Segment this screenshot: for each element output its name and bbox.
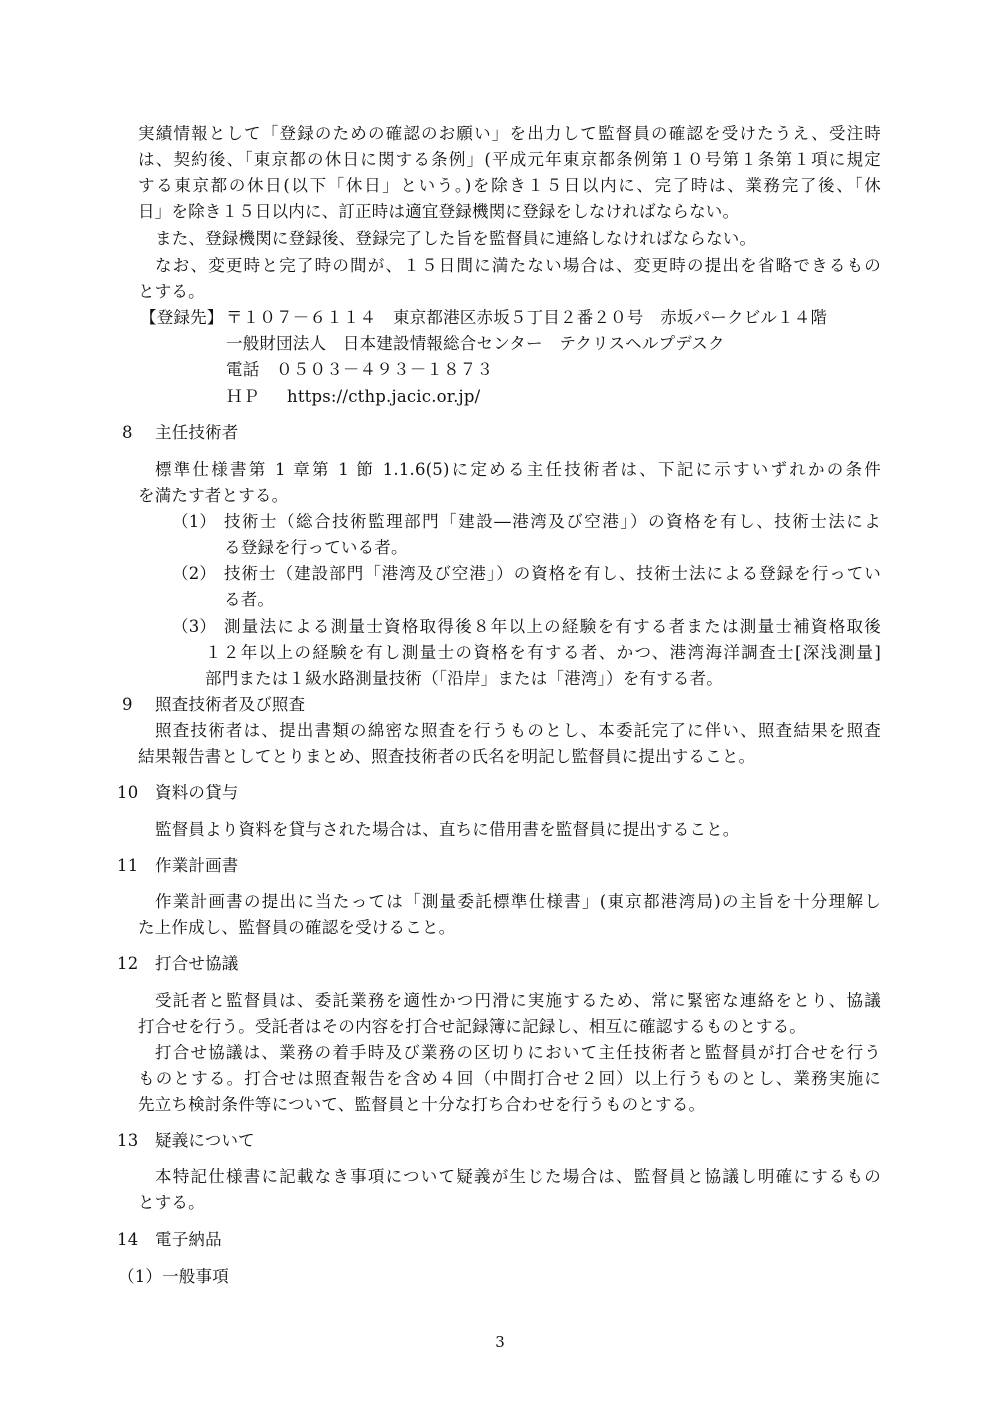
- section-heading: 主任技術者: [155, 423, 239, 442]
- list-marker: （3）: [172, 617, 217, 636]
- list-marker: （2）: [172, 564, 217, 583]
- text-line: 実績情報として「登録のための確認のお願い」を出力して監督員の確認を受けたうえ、受注時: [138, 124, 881, 143]
- section-heading: 疑義について: [155, 1131, 255, 1150]
- text-line: する東京都の休日(以下「休日」という。)を除き１５日以内に、完了時は、業務完了後、「休: [138, 176, 881, 195]
- section-heading: 照査技術者及び照査: [155, 695, 306, 714]
- text-line: は、契約後、「東京都の休日に関する条例」(平成元年東京都条例第１０号第１条第１項に規定: [138, 150, 881, 169]
- page-number: 3: [495, 1333, 505, 1351]
- text-line: を満たす者とする。: [138, 486, 289, 505]
- text-line: 監督員より資料を貸与された場合は、直ちに借用書を監督員に提出すること。: [155, 820, 740, 839]
- section-number: 13: [117, 1131, 139, 1150]
- registration-hp-label: ＨＰ: [226, 387, 260, 406]
- registration-address: 〒１０７－６１１４ 東京都港区赤坂５丁目２番２０号 赤坂パークビル１４階: [226, 308, 828, 327]
- section-number: 8: [122, 423, 133, 442]
- registration-url-link[interactable]: https://cthp.jacic.or.jp/: [287, 387, 481, 406]
- text-line: 打合せを行う。受託者はその内容を打合せ記録簿に記録し、相互に確認するものとする。: [138, 1017, 806, 1036]
- text-line: とする。: [138, 1193, 205, 1212]
- section-heading: 資料の貸与: [155, 783, 239, 802]
- section-number: 11: [117, 856, 139, 875]
- text-line: 受託者と監督員は、委託業務を適性かつ円滑に実施するため、常に緊密な連絡をとり、協議: [155, 991, 881, 1010]
- text-line: 標準仕様書第 1 章第 1 節 1.1.6(5)に定める主任技術者は、下記に示すいずれかの条件: [155, 460, 881, 479]
- subsection-heading: （1）一般事項: [118, 1267, 229, 1286]
- text-line: 日」を除き１５日以内に、訂正時は適宜登録機関に登録をしなければならない。: [138, 202, 740, 221]
- text-line: ものとする。打合せは照査報告を含め４回（中間打合せ２回）以上行うものとし、業務実施に: [138, 1069, 881, 1088]
- section-number: 9: [122, 695, 133, 714]
- section-heading: 作業計画書: [155, 856, 239, 875]
- list-item-text: 技術士（総合技術監理部門「建設―港湾及び空港」）の資格を有し、技術士法によ: [224, 512, 881, 531]
- text-line: また、登録機関に登録後、登録完了した旨を監督員に連絡しなければならない。: [155, 229, 757, 248]
- text-line: 先立ち検討条件等について、監督員と十分な打ち合わせを行うものとする。: [138, 1095, 706, 1114]
- section-number: 10: [117, 783, 139, 802]
- text-line: なお、変更時と完了時の間が、１５日間に満たない場合は、変更時の提出を省略できるもの: [155, 256, 881, 275]
- section-number: 14: [117, 1230, 139, 1249]
- text-line: 作業計画書の提出に当たっては「測量委託標準仕様書」(東京都港湾局)の主旨を十分理解し: [155, 892, 881, 911]
- section-heading: 打合せ協議: [155, 954, 239, 973]
- list-item-text: る者。: [224, 590, 275, 609]
- list-item-text: る登録を行っている者。: [224, 538, 408, 557]
- section-number: 12: [117, 954, 139, 973]
- registration-label: 【登録先】: [140, 308, 224, 327]
- text-line: 結果報告書としてとりまとめ、照査技術者の氏名を明記し監督員に提出すること。: [138, 747, 756, 766]
- list-item-text: 部門または１級水路測量技術（「沿岸」または「港湾」）を有する者。: [205, 669, 723, 688]
- text-line: 本特記仕様書に記載なき事項について疑義が生じた場合は、監督員と協議し明確にするもの: [155, 1167, 881, 1186]
- text-line: 打合せ協議は、業務の着手時及び業務の区切りにおいて主任技術者と監督員が打合せを行う: [155, 1043, 881, 1062]
- list-marker: （1）: [172, 512, 217, 531]
- list-item-text: 技術士（建設部門「港湾及び空港」）の資格を有し、技術士法による登録を行ってい: [224, 564, 881, 583]
- list-item-text: １２年以上の経験を有し測量士の資格を有する者、かつ、港湾海洋調査士[深浅測量]: [205, 643, 881, 662]
- registration-organization: 一般財団法人 日本建設情報総合センター テクリスヘルプデスク: [226, 334, 725, 353]
- text-line: 照査技術者は、提出書類の綿密な照査を行うものとし、本委託完了に伴い、照査結果を照査: [155, 721, 881, 740]
- section-heading: 電子納品: [155, 1230, 222, 1249]
- text-line: とする。: [138, 282, 205, 301]
- registration-phone: 電話 ０５０３－４９３－１８７３: [226, 360, 494, 379]
- list-item-text: 測量法による測量士資格取得後８年以上の経験を有する者または測量士補資格取後: [224, 617, 881, 636]
- text-line: た上作成し、監督員の確認を受けること。: [138, 918, 456, 937]
